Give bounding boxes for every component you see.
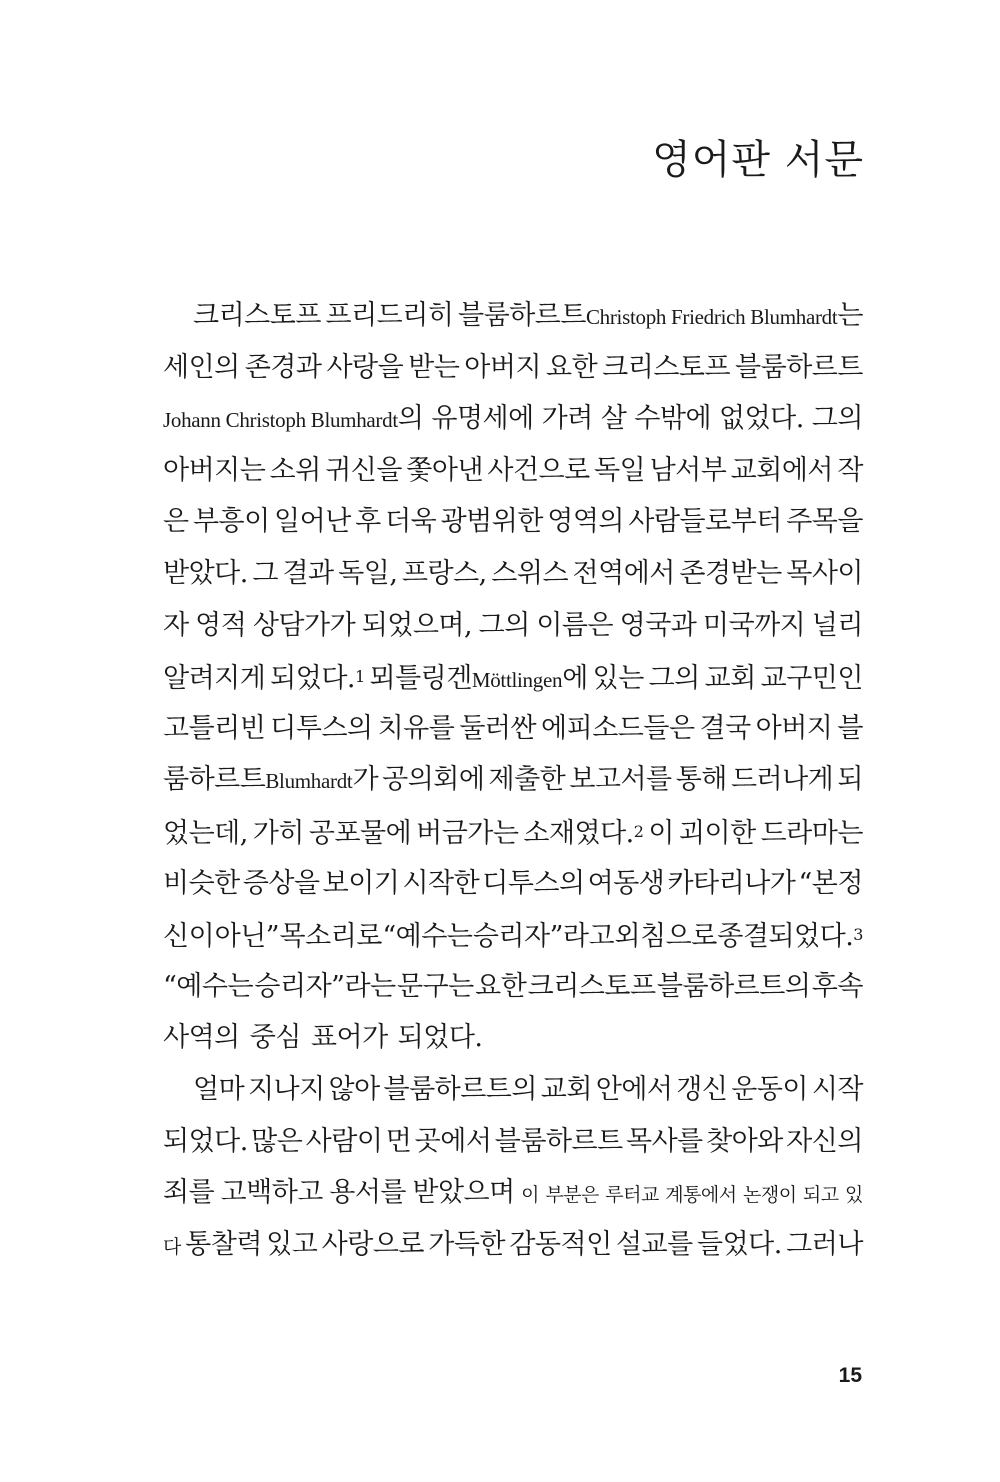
word: 이 xyxy=(648,817,674,849)
text-line xyxy=(163,703,863,755)
word: 표어가 xyxy=(310,1022,388,1054)
word: 찾아와 xyxy=(706,1125,783,1157)
word: 사랑을 xyxy=(326,351,404,383)
note-word: 다 xyxy=(163,1235,181,1258)
word: 가히 xyxy=(252,817,304,849)
word: 신이 xyxy=(163,921,215,953)
word: 사람이 xyxy=(305,1125,383,1157)
word: 제출한 xyxy=(488,764,566,796)
note-word: 부분은 xyxy=(545,1184,599,1207)
word: 비슷한 xyxy=(163,867,240,899)
word-group xyxy=(270,651,365,705)
word: 이름은 xyxy=(536,609,614,641)
text-line xyxy=(163,1167,863,1219)
word: 에피소드들은 xyxy=(541,712,695,744)
word: 카타리나가 xyxy=(667,867,796,899)
word: 사랑으로 xyxy=(321,1228,424,1260)
footnote-marker: 3 xyxy=(853,925,863,945)
word: 자신의 xyxy=(786,1125,863,1157)
word: 결국 xyxy=(699,712,751,744)
word: 종결되었다. xyxy=(717,921,854,953)
word: 않아 xyxy=(328,1073,380,1105)
word: 목사이 xyxy=(786,557,863,589)
word: 블룸하르트 xyxy=(494,1125,623,1157)
word: 영적 xyxy=(195,609,247,641)
word: 소위 xyxy=(269,454,321,486)
word-group xyxy=(458,290,863,344)
footnote-marker: 1 xyxy=(355,667,365,687)
word: 보고서를 xyxy=(569,764,672,796)
note-word: 되고 xyxy=(802,1184,839,1207)
word: 보이기 xyxy=(322,867,400,899)
word: 독일, xyxy=(338,557,398,589)
word: 사람들로부터 xyxy=(628,506,782,538)
word: 는 xyxy=(837,300,863,331)
text-line xyxy=(163,600,863,652)
word: 고백하고 xyxy=(220,1177,323,1209)
text-line xyxy=(163,548,863,600)
word: 되 xyxy=(837,764,863,796)
word: 둘러싼 xyxy=(459,712,537,744)
word: 존경과 xyxy=(244,351,322,383)
word: 은 xyxy=(163,506,189,538)
word: 괴이한 xyxy=(678,817,756,849)
word: 유명세에 xyxy=(431,403,534,435)
word: 주목을 xyxy=(786,506,863,538)
word: 많은 xyxy=(251,1125,303,1157)
text-line xyxy=(163,393,863,445)
word: 그의 xyxy=(811,403,863,435)
word: 크리스토프 xyxy=(602,351,731,383)
page-title: 영어판 서문 xyxy=(652,137,864,183)
word: 블 xyxy=(837,712,863,744)
word: 그러나 xyxy=(786,1228,863,1260)
word: 들었다. xyxy=(697,1228,782,1260)
word: 블룸하르트 xyxy=(458,300,586,331)
word: 지나지 xyxy=(247,1073,325,1105)
text-line xyxy=(163,342,863,394)
word: 안에서 xyxy=(595,1073,673,1105)
word: 아버지 xyxy=(464,351,542,383)
word: 스위스 xyxy=(491,557,569,589)
latin-name: Blumhardt xyxy=(265,769,353,794)
word: 공의회에 xyxy=(382,764,485,796)
word: 치유를 xyxy=(377,712,455,744)
word: 되었으며, xyxy=(361,609,473,641)
page-number: 15 xyxy=(838,1364,862,1387)
word: 통해 xyxy=(675,764,727,796)
word: 가 xyxy=(352,764,379,796)
word: 사역의 xyxy=(163,1022,240,1054)
word: 죄를 xyxy=(163,1177,215,1209)
word: “본정 xyxy=(798,867,863,899)
text-line xyxy=(163,445,863,497)
word: 일어난 xyxy=(274,506,351,538)
word: 요한 xyxy=(546,351,598,383)
word: 요한 xyxy=(475,970,527,1002)
text-line xyxy=(163,651,863,703)
word-group xyxy=(163,393,423,447)
word: 독일 xyxy=(594,454,646,486)
word: 운동이 xyxy=(731,1073,809,1105)
word: 영역의 xyxy=(547,506,624,538)
word: 가려 xyxy=(541,403,593,435)
text-line xyxy=(163,496,863,548)
body-text xyxy=(163,290,863,1270)
note-word: 있 xyxy=(845,1184,863,1207)
word: 의 xyxy=(397,403,424,435)
word: 받는 xyxy=(408,351,460,383)
word: 소재였다. xyxy=(523,817,634,849)
word: 감동적인 xyxy=(509,1228,612,1260)
word: 프랑스, xyxy=(401,557,487,589)
note-word: 논쟁이 xyxy=(742,1184,797,1207)
word: 받았으며 xyxy=(412,1177,515,1209)
text-line xyxy=(163,858,863,910)
note-word: 이 xyxy=(521,1184,539,1207)
word: 그의 xyxy=(478,609,530,641)
note-word: 계통에서 xyxy=(665,1184,737,1207)
latin-name: Möttlingen xyxy=(471,668,563,693)
word: 버금가는 xyxy=(416,817,519,849)
word: 세인의 xyxy=(163,351,240,383)
word: 드라마는 xyxy=(760,817,863,849)
word: 사건으로 xyxy=(487,454,590,486)
word: 결과 xyxy=(282,557,334,589)
word: 아버지는 xyxy=(163,454,266,486)
text-line xyxy=(163,1064,863,1116)
word: 교회 xyxy=(540,1073,592,1105)
word: 고틀리빈 xyxy=(163,712,266,744)
word: 전역에서 xyxy=(572,557,675,589)
text-line xyxy=(163,1012,863,1064)
word: 증상을 xyxy=(242,867,320,899)
word: 용서를 xyxy=(329,1177,406,1209)
latin-name: Johann Christoph Blumhardt xyxy=(163,408,398,433)
word: 알려지게 xyxy=(163,663,266,695)
word: 그 xyxy=(252,557,278,589)
word: 후속 xyxy=(811,970,863,1002)
word: 귀신을 xyxy=(325,454,402,486)
word: 영국과 xyxy=(619,609,697,641)
word: 교구민인 xyxy=(760,663,863,695)
word: “예수는 xyxy=(382,921,473,953)
word: 없었다. xyxy=(718,403,804,435)
word: 갱신 xyxy=(676,1073,728,1105)
word: 미국까지 xyxy=(702,609,806,641)
word: 승리자”라는 xyxy=(254,970,396,1002)
word: 드러나게 xyxy=(730,764,834,796)
footnote-marker: 2 xyxy=(633,821,644,841)
word: 교회에서 xyxy=(730,454,833,486)
word: 얼마 xyxy=(193,1073,245,1105)
word: 시작 xyxy=(811,1073,863,1105)
word: 되었다. xyxy=(397,1022,483,1054)
text-line xyxy=(163,806,863,858)
text-line xyxy=(163,1116,863,1168)
word: 남서부 xyxy=(649,454,727,486)
word: 자 xyxy=(163,609,189,641)
word: 공포물에 xyxy=(308,817,412,849)
word: 블룸하르트 xyxy=(735,351,863,383)
word: 가득한 xyxy=(428,1228,506,1260)
word: 목소리로 xyxy=(279,921,382,953)
note-word: 루터교 xyxy=(605,1184,659,1207)
word: 상담가가 xyxy=(252,609,356,641)
word-group xyxy=(163,754,378,808)
word-group xyxy=(717,909,863,963)
word: 디투스의 xyxy=(270,712,373,744)
word: 목사를 xyxy=(626,1125,703,1157)
word: 외침으로 xyxy=(614,921,717,953)
word: 크리스토프 xyxy=(527,970,656,1002)
word: 통찰력 xyxy=(185,1228,262,1260)
word: 되었다. xyxy=(270,663,355,695)
text-line xyxy=(163,1219,863,1271)
word: 었는데, xyxy=(163,817,248,849)
word: 있고 xyxy=(266,1228,318,1260)
text-line xyxy=(163,961,863,1013)
word: 룸하르트 xyxy=(163,764,266,796)
word: 아버지 xyxy=(755,712,833,744)
word-group xyxy=(370,653,588,707)
word: 존경받는 xyxy=(679,557,782,589)
word: 블룸하르트의 xyxy=(656,970,811,1002)
word: 프리드리히 xyxy=(325,300,454,331)
text-line xyxy=(163,754,863,806)
word: 먼 xyxy=(385,1125,412,1157)
word: 곳에서 xyxy=(414,1125,492,1157)
word: 시작한 xyxy=(402,867,480,899)
word: 쫓아낸 xyxy=(406,454,484,486)
word: “예수는 xyxy=(163,970,254,1002)
word: 더욱 xyxy=(385,506,437,538)
word: 디투스의 xyxy=(482,867,585,899)
word: 설교를 xyxy=(615,1228,693,1260)
word: 아닌” xyxy=(214,921,280,953)
word: 문구는 xyxy=(397,970,474,1002)
word: 살 xyxy=(600,403,627,435)
word-group xyxy=(523,806,643,860)
text-line xyxy=(163,290,863,342)
word: 크리스토프 xyxy=(193,300,321,331)
word: 작 xyxy=(837,454,863,486)
word: 에 xyxy=(562,663,588,695)
word: 뫼틀링겐 xyxy=(369,663,472,695)
text-line xyxy=(163,909,863,961)
word: 널리 xyxy=(811,609,863,641)
word: 받았다. xyxy=(163,557,248,589)
word: 여동생 xyxy=(587,867,665,899)
word: 수밖에 xyxy=(634,403,712,435)
word: 교회 xyxy=(704,663,756,695)
word: 후 xyxy=(355,506,381,538)
word: 되었다. xyxy=(163,1125,248,1157)
word: 광범위한 xyxy=(440,506,543,538)
word: 있는 xyxy=(592,663,644,695)
word: 그의 xyxy=(648,663,700,695)
word: 승리자”라고 xyxy=(472,921,615,953)
word: 중심 xyxy=(249,1022,301,1054)
word: 블룸하르트의 xyxy=(383,1073,537,1105)
latin-name: Christoph Friedrich Blumhardt xyxy=(585,305,838,329)
word: 부흥이 xyxy=(192,506,270,538)
